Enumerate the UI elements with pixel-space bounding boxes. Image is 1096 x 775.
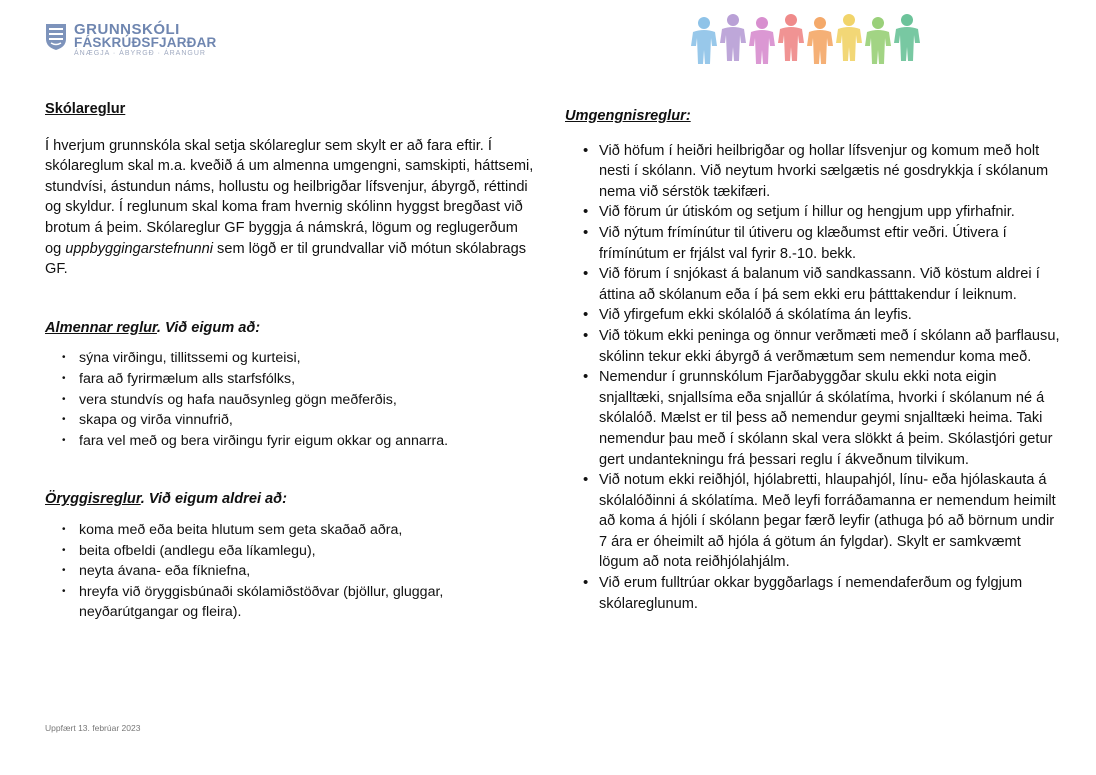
intro-text-2: sem lögð er til grundvallar við mótun skólabrags GF. <box>45 240 527 278</box>
logo-name-line1: GRUNNSKÓLI <box>74 21 180 38</box>
list-item: • fara vel með og bera virðingu fyrir eigum okkar og annarra. <box>62 431 535 452</box>
general-rules-list <box>62 348 535 451</box>
safety-rules-title: Öryggisreglur <box>45 491 141 508</box>
person-figure <box>778 14 804 61</box>
list-item: • vera stundvís og hafa nauðsynleg gögn meðferðis, <box>62 390 535 411</box>
people-figures-image <box>690 12 930 68</box>
person-figure <box>691 17 717 64</box>
safety-rules-heading <box>45 489 535 510</box>
shield-icon <box>45 23 67 51</box>
school-logo <box>45 20 215 60</box>
list-item: • Við nýtum frímínútur til útiveru og klæðumst eftir veðri. Útivera í frímínútum er frjálst val fyrir 8.-10. bekk. <box>583 223 1060 264</box>
safety-rules-subtitle: . Við eigum aldrei að: <box>140 491 287 508</box>
list-item: • Við förum úr útiskóm og setjum í hillur og hengjum upp yfirhafnir. <box>583 202 1060 223</box>
conduct-rules-list <box>583 141 1060 615</box>
list-item: • Við tökum ekki peninga og önnur verðmæti með í skólann að þarflausu, skólinn tekur ekki ábyrgð á verðmætum sem nemendur koma með. <box>583 326 1060 367</box>
person-figure <box>836 14 862 61</box>
logo-motto: ÁNÆGJA · ÁBYRGÐ · ÁRANGUR <box>74 50 206 57</box>
list-item: • Við notum ekki reiðhjól, hjólabretti, hlaupahjól, línu- eða hjólaskauta á skólalóðinni á skólatíma. Með leyfi forráðamanna er nemendum heimilt að koma á hjóli í skólann þegar færð leyfir (athuga þó að börnum undir 7 ára er óheimilt að hjóla á götum án fylgdar). Skylt er samkvæmt lögum að nota reiðhjólahjálm. <box>583 470 1060 573</box>
general-rules-title: Almennar reglur <box>45 319 157 336</box>
intro-emphasis: uppbyggingarstefnunni <box>65 240 213 257</box>
logo-name-line2: FÁSKRÚÐSFJARÐAR <box>74 35 217 50</box>
list-item: • fara að fyrirmælum alls starfsfólks, <box>62 369 535 390</box>
intro-text-1: Í hverjum grunnskóla skal setja skólareglur sem skylt er að fara eftir. Í skólareglum skal m.a. kveðið á um almenna umgengni, samskipti, háttsemi, stundvísi, ástundun náms, hollustu og heilbrigðar lífsvenjur, ábyrgð, réttindi og skyldur. Í reglunum skal koma fram hvernig skólinn hyggst bregðast við brotum á þeim. Skólareglur GF byggja á námskrá, lögum og reglugerðum og <box>45 137 534 257</box>
left-column <box>45 99 535 623</box>
person-figure <box>807 17 833 64</box>
person-figure <box>749 17 775 64</box>
person-figure <box>865 17 891 64</box>
right-column <box>565 106 1060 614</box>
list-item: • Við förum í snjókast á balanum við sandkassann. Við köstum aldrei í áttina að skólanum eða í þá sem ekki eru þátttakendur í leiknum. <box>583 264 1060 305</box>
update-date: Uppfært 13. febrúar 2023 <box>45 723 141 733</box>
intro-paragraph <box>45 136 535 280</box>
list-item: • sýna virðingu, tillitssemi og kurteisi, <box>62 348 535 369</box>
person-figure <box>720 14 746 61</box>
list-item: • neyta ávana- eða fíkniefna, <box>62 561 535 582</box>
list-item: • Við yfirgefum ekki skólalóð á skólatíma án leyfis. <box>583 305 1060 326</box>
list-item: • hreyfa við öryggisbúnaði skólamiðstöðvar (bjöllur, gluggar, neyðarútgangar og fleira). <box>62 582 535 623</box>
list-item: • skapa og virða vinnufrið, <box>62 410 535 431</box>
person-figure <box>894 14 920 61</box>
general-rules-subtitle: . Við eigum að: <box>156 319 261 336</box>
list-item: • Við höfum í heiðri heilbrigðar og hollar lífsvenjur og komum með holt nesti í skólann. Við neytum hvorki sælgætis né gosdrykkja í skólanum nema við sérstök tækifæri. <box>583 141 1060 203</box>
conduct-rules-heading <box>565 106 1060 127</box>
list-item: • beita ofbeldi (andlegu eða líkamlegu), <box>62 541 535 562</box>
list-item: • koma með eða beita hlutum sem geta skaðað aðra, <box>62 520 535 541</box>
safety-rules-list <box>62 520 535 623</box>
conduct-rules-title: Umgengnisreglur: <box>565 108 691 124</box>
general-rules-heading <box>45 318 535 339</box>
list-item: • Nemendur í grunnskólum Fjarðabyggðar skulu ekki nota eigin snjalltæki, snjallsíma eða snjallúr á skólatíma, hvorki í skólanum né á skólalóð. Mælst er til þess að nemendur geymi snjalltæki heima. Taki nemendur þau með í skólann skal vera slökkt á þeim. Skólastjóri getur gert undantekningu frá þessari reglu í ákveðnum tilvikum. <box>583 367 1060 470</box>
list-item: • Við erum fulltrúar okkar byggðarlags í nemendaferðum og fylgjum skólareglunum. <box>583 573 1060 614</box>
page-title: Skólareglur <box>45 101 126 117</box>
